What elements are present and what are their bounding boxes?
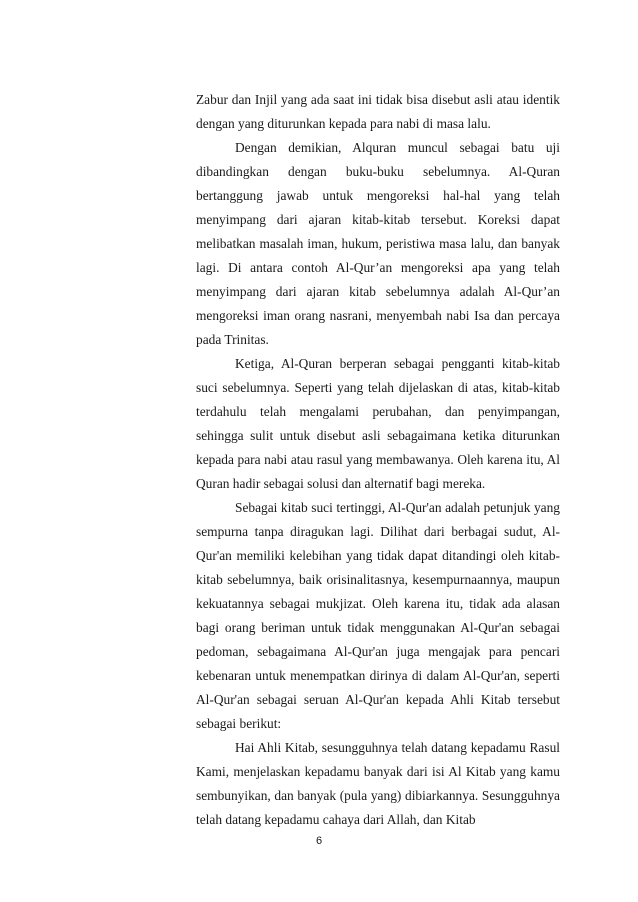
- paragraph: Dengan demikian, Alquran muncul sebagai batu uji dibandingkan dengan buku-buku sebelumnya. Al-Quran bertanggung jawab untuk mengoreksi hal-hal yang telah menyimpang dari ajaran kitab-kitab tersebut. Koreksi dapat melibatkan masalah iman, hukum, peristiwa masa lalu, dan banyak lagi. Di antara contoh Al-Qur’an mengoreksi apa yang telah menyimpang dari ajaran kitab sebelumnya adalah Al-Qur’an mengoreksi iman orang nasrani, menyembah nabi Isa dan percaya pada Trinitas.: [196, 140, 560, 347]
- paragraph: Ketiga, Al-Quran berperan sebagai pengganti kitab-kitab suci sebelumnya. Seperti yang telah dijelaskan di atas, kitab-kitab terdahulu telah mengalami perubahan, dan penyimpangan, sehingga sulit untuk disebut asli sebagaimana ketika diturunkan kepada para nabi atau rasul yang membawanya. Oleh karena itu, Al Quran hadir sebagai solusi dan alternatif bagi mereka.: [196, 356, 560, 491]
- page-number: 6: [315, 835, 323, 847]
- paragraph-quote: Hai Ahli Kitab, sesungguhnya telah datang kepadamu Rasul Kami, menjelaskan kepadamu banyak dari isi Al Kitab yang kamu sembunyikan, dan banyak (pula yang) dibiarkannya. Sesungguhnya telah datang kepadamu cahaya dari Allah, dan Kitab: [196, 740, 560, 827]
- paragraph: Sebagai kitab suci tertinggi, Al-Qur'an adalah petunjuk yang sempurna tanpa diragukan lagi. Dilihat dari berbagai sudut, Al-Qur'an memiliki kelebihan yang tidak dapat ditandingi oleh kitab-kitab sebelumnya, baik orisinalitasnya, kesempurnaannya, maupun kekuatannya sebagai mukjizat. Oleh karena itu, tidak ada alasan bagi orang beriman untuk tidak menggunakan Al-Qur'an sebagai pedoman, sebagaimana Al-Qur'an juga mengajak para pencari kebenaran untuk menempatkan dirinya di dalam Al-Qur'an, seperti Al-Qur'an sebagai seruan Al-Qur'an kepada Ahli Kitab tersebut sebagai berikut:: [196, 500, 560, 731]
- body-text: [196, 88, 560, 832]
- paragraph-continued: Zabur dan Injil yang ada saat ini tidak bisa disebut asli atau identik dengan yang diturunkan kepada para nabi di masa lalu.: [196, 92, 560, 131]
